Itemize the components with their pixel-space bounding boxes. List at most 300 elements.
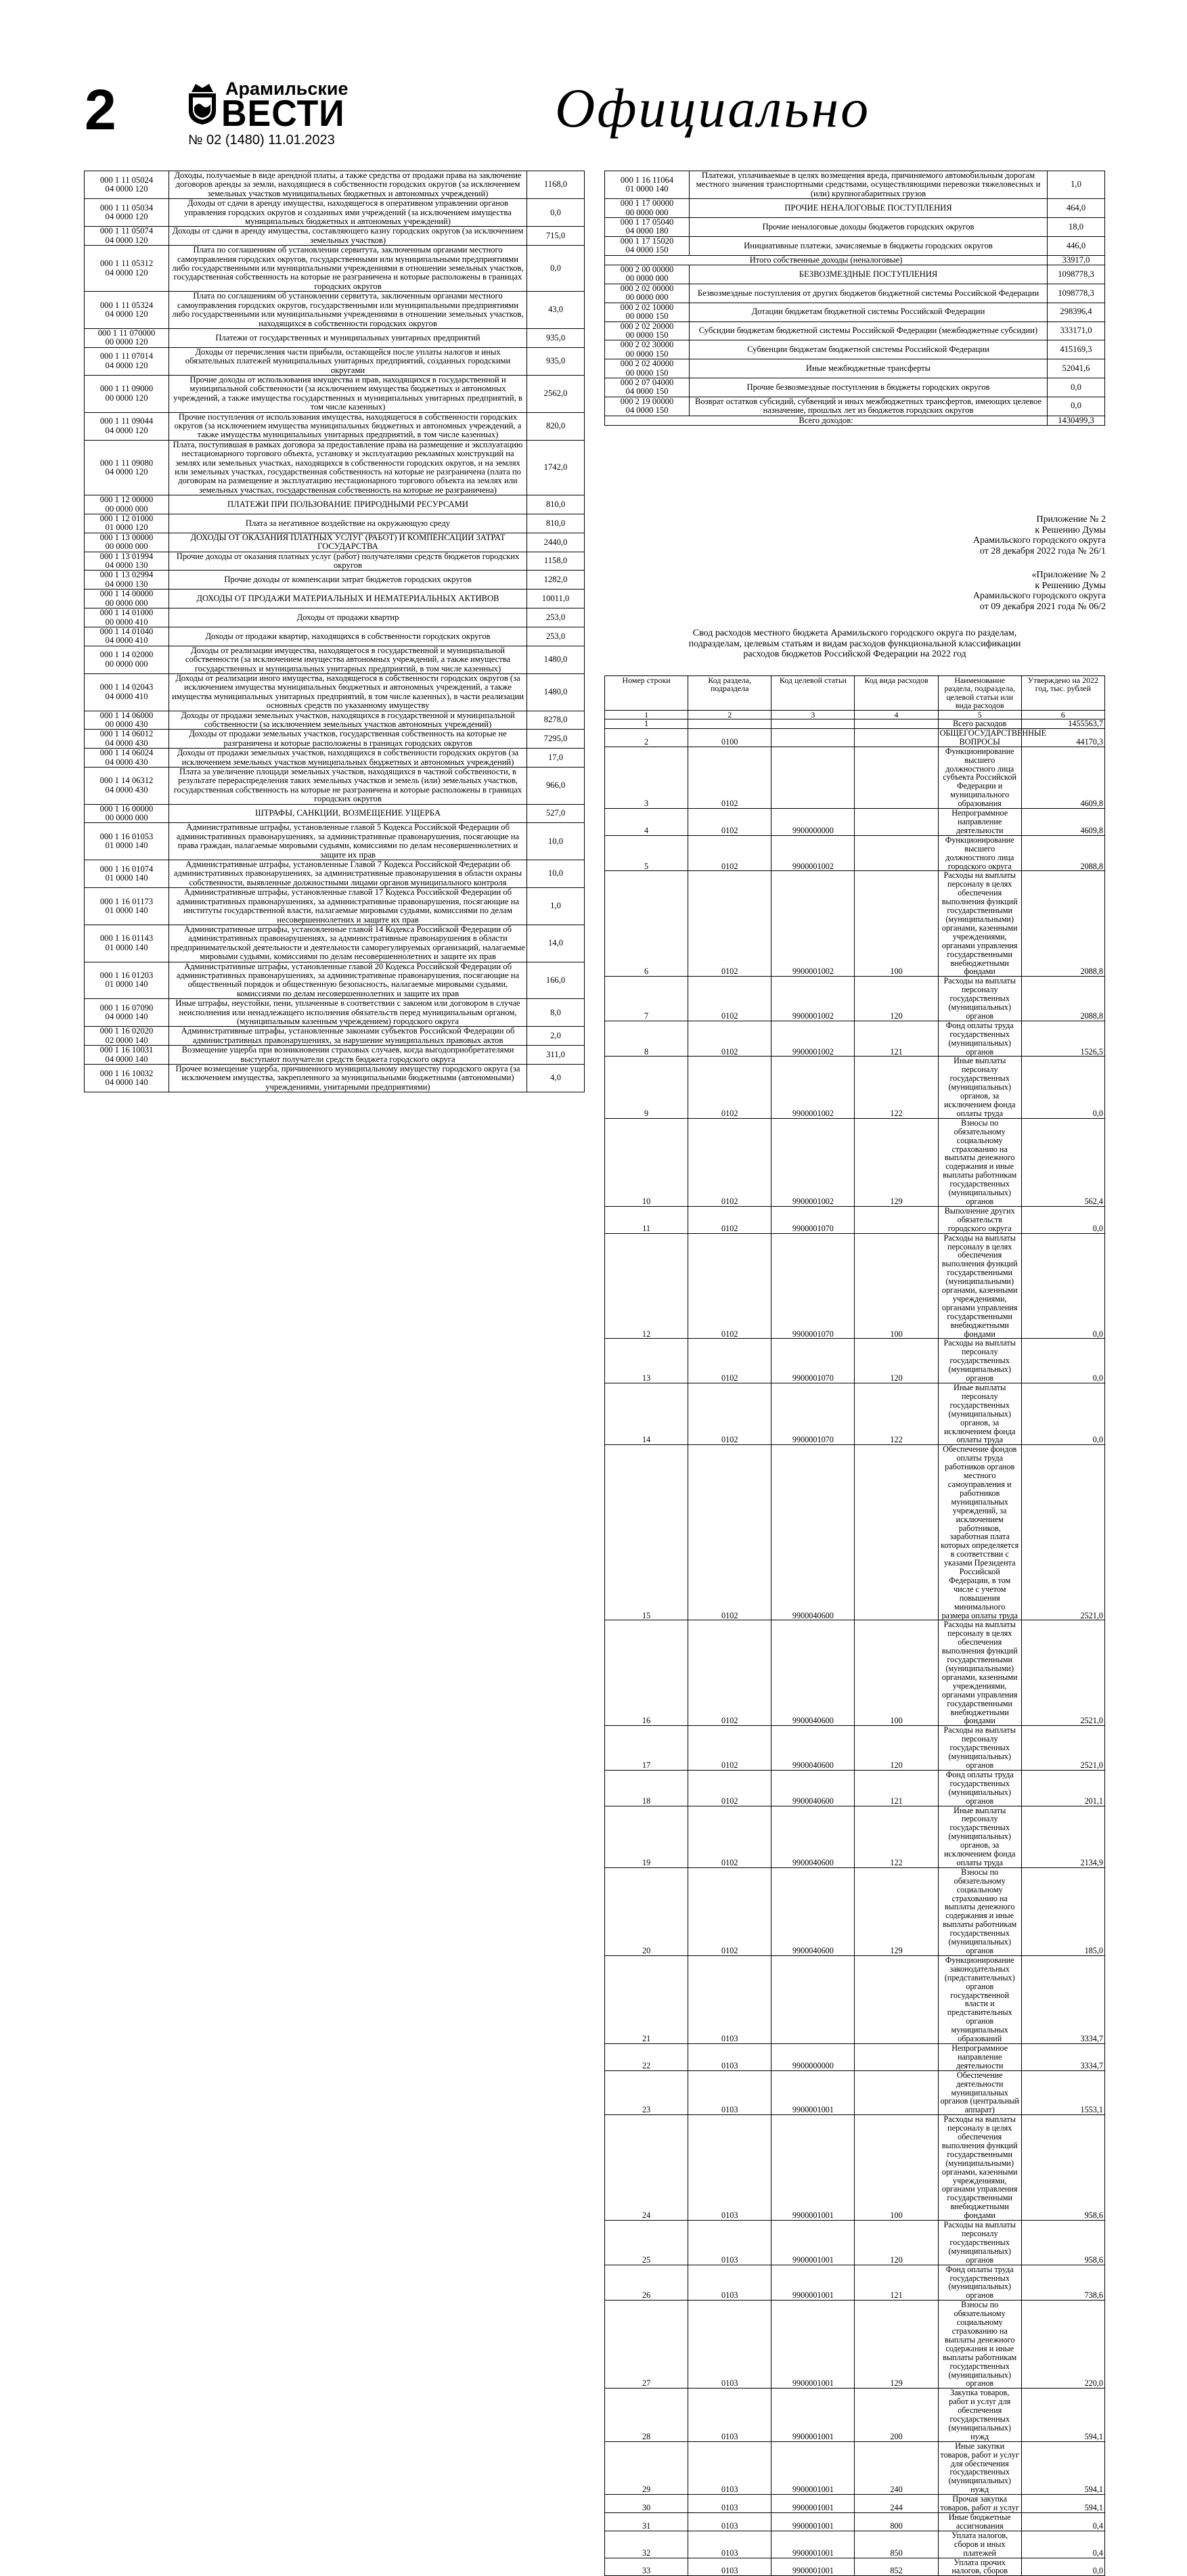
table-row: [605, 1770, 1105, 1806]
section-title: Официально: [555, 77, 871, 139]
amount-cell: 0,4: [1021, 2531, 1104, 2558]
amount-cell: 958,6: [1021, 2221, 1104, 2265]
budget-code-cell: 000 1 16 01143 01 0000 140: [85, 925, 169, 962]
table-row: [605, 1955, 1105, 2043]
amount-cell: 2088,8: [1021, 977, 1104, 1021]
expense-name-cell: ОБЩЕГОСУДАРСТВЕННЫЕ ВОПРОСЫ: [938, 728, 1021, 747]
amount-cell: 10,0: [527, 860, 585, 888]
expense-name-cell: Иные бюджетные ассигнования: [938, 2513, 1021, 2531]
table-row: [85, 1027, 585, 1046]
amount-cell: 2562,0: [527, 375, 585, 412]
revenue-table-left: [84, 171, 585, 1092]
revenue-name-cell: ПРОЧИЕ НЕНАЛОГОВЫЕ ПОСТУПЛЕНИЯ: [690, 199, 1048, 218]
expense-type-cell: [855, 2043, 938, 2070]
table-row: [85, 412, 585, 440]
budget-code-cell: 000 2 19 00000 04 0000 150: [605, 397, 690, 416]
amount-cell: 1098778,3: [1048, 265, 1105, 284]
expense-name-cell: Расходы на выплаты персоналу в целях обеспечения выполнения функций государственными (муниципальными) органами, казенными учреждениями, органами управления государственными внебюджетными фондами: [938, 1620, 1021, 1726]
table-row: [85, 730, 585, 749]
row-number-cell: 11: [605, 1206, 688, 1233]
section-code-cell: 0103: [688, 2531, 771, 2558]
table-row: [85, 1046, 585, 1065]
logo-top-text: Арамильские: [225, 79, 349, 99]
amount-cell: 253,0: [527, 627, 585, 646]
amount-cell: 464,0: [1048, 199, 1105, 218]
expense-name-cell: Обеспечение деятельности муниципальных органов (центральный аппарат): [938, 2070, 1021, 2115]
amount-cell: 333171,0: [1048, 321, 1105, 340]
column-number: 5: [938, 710, 1021, 719]
target-code-cell: 9900001001: [771, 2531, 855, 2558]
amount-cell: 0,0: [1021, 1057, 1104, 1118]
amount-cell: 7295,0: [527, 730, 585, 749]
table-row: [85, 571, 585, 590]
budget-code-cell: 000 1 16 10032 04 0000 140: [85, 1065, 169, 1092]
amount-cell: 2088,8: [1021, 835, 1104, 871]
row-number-cell: 10: [605, 1118, 688, 1206]
expense-type-cell: 129: [855, 2301, 938, 2389]
expense-name-cell: Взносы по обязательному социальному страхованию на выплаты денежного содержания и иные выплаты работникам государственных (муниципальных) органов: [938, 1867, 1021, 1955]
expense-name-cell: Взносы по обязательному социальному страхованию на выплаты денежного содержания и иные выплаты работникам государственных (муниципальных) органов: [938, 2301, 1021, 2389]
row-number-cell: 2: [605, 728, 688, 747]
section-code-cell: 0103: [688, 2221, 771, 2265]
amount-cell: 33917,0: [1048, 255, 1105, 265]
amount-cell: 0,0: [527, 246, 585, 292]
table-row: [605, 747, 1105, 808]
table-row: [85, 328, 585, 347]
table-row: [85, 888, 585, 925]
amount-cell: 594,1: [1021, 2495, 1104, 2513]
revenue-name-cell: Плата, поступившая в рамках договора за предоставление права на размещение и эксплуатацию нестационарного торгового объекта, установку и эксплуатацию рекламных конструкций на землях или земельных участках, находящихся в собственности городских округов, и на землях или земельных участках, государственная собственность на которые не разграничена (плата по договорам на размещение и эксплуатацию нестационарного торгового объекта на землях или земельных участках, государственная собственность на которые не разграничена): [169, 440, 527, 495]
target-code-cell: 9900000000: [771, 2043, 855, 2070]
amount-cell: 18,0: [1048, 218, 1105, 237]
table-row: [605, 2115, 1105, 2221]
appendix-line: Арамильского городского округа: [972, 591, 1106, 601]
budget-code-cell: 000 1 16 10031 04 0000 140: [85, 1046, 169, 1065]
table-row: [605, 1620, 1105, 1726]
budget-code-cell: 000 2 07 04000 04 0000 150: [605, 378, 690, 397]
appendix-line: Приложение № 2: [1036, 514, 1106, 525]
amount-cell: 966,0: [527, 768, 585, 805]
target-code-cell: 9900001002: [771, 1057, 855, 1118]
amount-cell: 0,4: [1021, 2513, 1104, 2531]
amount-cell: 1430499,3: [1048, 416, 1105, 425]
table-row: [605, 303, 1105, 321]
target-code-cell: 9900001001: [771, 2221, 855, 2265]
budget-code-cell: 000 1 12 00000 00 0000 000: [85, 495, 169, 514]
budget-code-cell: 000 1 13 02994 04 0000 130: [85, 571, 169, 590]
revenue-name-cell: Субсидии бюджетам бюджетной системы Российской Федерации (межбюджетные субсидии): [690, 321, 1048, 340]
table-row: [605, 1445, 1105, 1620]
section-code-cell: 0103: [688, 2389, 771, 2441]
table-row: [85, 199, 585, 227]
page-number: 2: [85, 78, 116, 141]
target-code-cell: 9900001001: [771, 2495, 855, 2513]
column-number: 2: [688, 710, 771, 719]
amount-cell: 0,0: [1021, 1206, 1104, 1233]
table-row: [605, 2531, 1105, 2558]
table-row: [605, 359, 1105, 378]
expense-name-cell: Расходы на выплаты персоналу государственных (муниципальных) органов: [938, 977, 1021, 1021]
amount-cell: 0,0: [1021, 1383, 1104, 1445]
row-number-cell: 22: [605, 2043, 688, 2070]
appendix-line: от 09 декабря 2021 года № 06/2: [979, 601, 1106, 612]
table-row: [85, 552, 585, 571]
revenue-name-cell: Административные штрафы, установленные главой 20 Кодекса Российской Федерации об административных правонарушениях, за административные правонарушения, посягающие на общественный порядок и общественную безопасность, налагаемые мировыми судьями, комиссиями по делам несовершеннолетних и защите их прав: [169, 962, 527, 999]
budget-code-cell: 000 1 16 11064 01 0000 140: [605, 171, 690, 199]
revenue-name-cell: Доходы, получаемые в виде арендной платы, а также средства от продажи права на заключение договоров аренды за земли, находящиеся в собственности городских округов (за исключением земельных участков муниципальных бюджетных и автономных учреждений): [169, 171, 527, 199]
row-number-cell: 21: [605, 1955, 688, 2043]
revenue-name-cell: ДОХОДЫ ОТ ПРОДАЖИ МАТЕРИАЛЬНЫХ И НЕМАТЕРИАЛЬНЫХ АКТИВОВ: [169, 590, 527, 608]
table-row: [85, 1065, 585, 1092]
expense-name-cell: Закупка товаров, работ и услуг для обеспечения государственных (муниципальных) нужд: [938, 2389, 1021, 2441]
budget-code-cell: 000 1 17 15020 04 0000 150: [605, 236, 690, 255]
revenue-name-cell: Доходы от продажи земельных участков, государственная собственность на которые не разграничена и которые расположены в границах городских округов: [169, 730, 527, 749]
budget-code-cell: 000 1 16 01203 01 0000 140: [85, 962, 169, 999]
table-row: [605, 1867, 1105, 1955]
table-row: [85, 711, 585, 730]
section-code-cell: 0102: [688, 1383, 771, 1445]
target-code-cell: 9900001001: [771, 2558, 855, 2576]
section-code-cell: 0102: [688, 977, 771, 1021]
amount-cell: 0,0: [1021, 1339, 1104, 1383]
section-code-cell: 0102: [688, 1770, 771, 1806]
expense-type-cell: 100: [855, 1620, 938, 1726]
budget-code-cell: 000 2 00 00000 00 0000 000: [605, 265, 690, 284]
amount-cell: 8,0: [527, 999, 585, 1027]
table-row: [85, 962, 585, 999]
expense-name-cell: Иные выплаты персоналу государственных (муниципальных) органов, за исключением фонда оплаты труда: [938, 1806, 1021, 1867]
section-code-cell: 0102: [688, 1021, 771, 1057]
amount-cell: 2134,9: [1021, 1806, 1104, 1867]
table-row: [605, 871, 1105, 977]
expense-type-cell: 122: [855, 1806, 938, 1867]
section-code-cell: 0103: [688, 2043, 771, 2070]
revenue-name-cell: Иные штрафы, неустойки, пени, уплаченные в соответствии с законом или договором в случае неисполнения или ненадлежащего исполнения обязательств перед муниципальным органом, (муниципальным казенным учреждением) городского округа: [169, 999, 527, 1027]
expense-type-cell: 121: [855, 1770, 938, 1806]
revenue-name-cell: Прочие доходы от оказания платных услуг (работ) получателями средств бюджетов городских округов: [169, 552, 527, 571]
expense-name-cell: Фонд оплаты труда государственных (муниципальных) органов: [938, 1770, 1021, 1806]
table-row: [605, 2265, 1105, 2301]
table-row: [605, 284, 1105, 303]
revenue-name-cell: Иные межбюджетные трансферты: [690, 359, 1048, 378]
expense-type-cell: [855, 1445, 938, 1620]
budget-code-cell: 000 1 16 01053 01 0000 140: [85, 823, 169, 860]
table-row: [605, 218, 1105, 237]
revenue-name-cell: Административные штрафы, установленные законами субъектов Российской Федерации об административных правонарушениях, за нарушение муниципальных правовых актов: [169, 1027, 527, 1046]
table-row: [605, 835, 1105, 871]
expense-type-cell: 100: [855, 1233, 938, 1339]
amount-cell: 43,0: [527, 292, 585, 329]
row-number-cell: 18: [605, 1770, 688, 1806]
budget-code-cell: 000 1 14 00000 00 0000 000: [85, 590, 169, 608]
row-number-cell: 4: [605, 809, 688, 836]
table-row: [605, 2043, 1105, 2070]
revenue-name-cell: ШТРАФЫ, САНКЦИИ, ВОЗМЕЩЕНИЕ УЩЕРБА: [169, 804, 527, 823]
expense-type-cell: [855, 809, 938, 836]
expense-type-cell: 122: [855, 1057, 938, 1118]
appendix-line: от 28 декабря 2022 года № 26/1: [979, 546, 1106, 556]
revenue-name-cell: Административные штрафы, установленные главой 5 Кодекса Российской Федерации об административных правонарушениях, за административные правонарушения, посягающие на права граждан, налагаемые мировыми судьями, комиссиями по делам несовершеннолетних и защите их прав: [169, 823, 527, 860]
target-code-cell: 9900001002: [771, 1118, 855, 1206]
expense-name-cell: Непрограммное направление деятельности: [938, 2043, 1021, 2070]
expense-name-cell: Расходы на выплаты персоналу в целях обеспечения выполнения функций государственными (муниципальными) органами, казенными учреждениями, органами управления государственными внебюджетными фондами: [938, 2115, 1021, 2221]
revenue-name-cell: Доходы от продажи земельных участков, находящихся в собственности городских округов (за исключением земельных участков муниципальных бюджетных и автономных учреждений): [169, 749, 527, 768]
table-row: [605, 321, 1105, 340]
budget-code-cell: 000 1 11 09000 00 0000 120: [85, 375, 169, 412]
expense-name-cell: Иные выплаты персоналу государственных (муниципальных) органов, за исключением фонда оплаты труда: [938, 1057, 1021, 1118]
amount-cell: 3334,7: [1021, 2043, 1104, 2070]
amount-cell: 2521,0: [1021, 1726, 1104, 1771]
section-code-cell: 0103: [688, 2301, 771, 2389]
budget-code-cell: 000 1 11 05324 04 0000 120: [85, 292, 169, 329]
table-row: [85, 495, 585, 514]
budget-code-cell: 000 1 11 05312 04 0000 120: [85, 246, 169, 292]
table-row: [605, 2221, 1105, 2265]
section-code-cell: 0100: [688, 728, 771, 747]
budget-code-cell: 000 1 14 02000 00 0000 000: [85, 646, 169, 673]
expense-name-cell: Расходы на выплаты персоналу государственных (муниципальных) органов: [938, 2221, 1021, 2265]
table-row: [85, 292, 585, 329]
expense-type-cell: [855, 2070, 938, 2115]
amount-cell: 201,1: [1021, 1770, 1104, 1806]
table-row: [605, 1806, 1105, 1867]
budget-code-cell: 000 1 11 05034 04 0000 120: [85, 199, 169, 227]
section-code-cell: 0102: [688, 1339, 771, 1383]
column-header: Код целевой статьи: [771, 676, 855, 711]
revenue-name-cell: Плата за негативное воздействие на окружающую среду: [169, 514, 527, 533]
amount-cell: 10,0: [527, 823, 585, 860]
table-row: [85, 627, 585, 646]
budget-code-cell: 000 1 17 05040 04 0000 180: [605, 218, 690, 237]
table-row: [85, 860, 585, 888]
budget-code-cell: 000 2 02 40000 00 0000 150: [605, 359, 690, 378]
expense-name-cell: Функционирование высшего должностного лица городского округа: [938, 835, 1021, 871]
expense-type-cell: 200: [855, 2389, 938, 2441]
amount-cell: 446,0: [1048, 236, 1105, 255]
target-code-cell: [771, 728, 855, 747]
expense-type-cell: 100: [855, 871, 938, 977]
header-number-row: [605, 710, 1105, 719]
table-row: [85, 246, 585, 292]
revenue-name-cell: Прочее возмещение ущерба, причиненного муниципальному имуществу городского округа (за исключением имущества, закрепленного за муниципальными бюджетными (автономными) учреждениями, унитарными предприятиями): [169, 1065, 527, 1092]
table-row: [605, 340, 1105, 359]
appendix-line: «Приложение № 2: [1031, 570, 1106, 580]
row-number-cell: 13: [605, 1339, 688, 1383]
section-code-cell: 0103: [688, 2513, 771, 2531]
amount-cell: 935,0: [527, 328, 585, 347]
table-row: [605, 397, 1105, 416]
expense-type-cell: [855, 747, 938, 808]
budget-code-cell: 000 2 02 00000 00 0000 000: [605, 284, 690, 303]
header-row: [605, 676, 1105, 711]
amount-cell: 0,0: [1021, 2558, 1104, 2576]
section-code-cell: 0102: [688, 809, 771, 836]
budget-code-cell: 000 1 14 06024 04 0000 430: [85, 749, 169, 768]
expense-type-cell: 121: [855, 1021, 938, 1057]
budget-code-cell: 000 1 17 00000 00 0000 000: [605, 199, 690, 218]
revenue-name-cell: Безвозмездные поступления от других бюджетов бюджетной системы Российской Федерации: [690, 284, 1048, 303]
row-number-cell: 1: [605, 719, 688, 729]
amount-cell: 2521,0: [1021, 1620, 1104, 1726]
amount-cell: 1282,0: [527, 571, 585, 590]
expense-name-cell: Расходы на выплаты персоналу государственных (муниципальных) органов: [938, 1339, 1021, 1383]
target-code-cell: 9900001001: [771, 2265, 855, 2301]
row-number-cell: 16: [605, 1620, 688, 1726]
section-code-cell: 0102: [688, 1806, 771, 1867]
amount-cell: 738,6: [1021, 2265, 1104, 2301]
row-number-cell: 23: [605, 2070, 688, 2115]
appendix-line: Арамильского городского округа: [972, 535, 1106, 546]
appendix-note-2: [835, 570, 1106, 612]
revenue-name-cell: Административные штрафы, установленные главой 14 Кодекса Российской Федерации об административных правонарушениях, за административные правонарушения в области предпринимательской деятельности и деятельности саморегулируемых организаций, налагаемые мировыми судьями, комиссиями по делам несовершеннолетних и защите их прав: [169, 925, 527, 962]
expense-table-title: [604, 628, 1105, 660]
row-number-cell: 8: [605, 1021, 688, 1057]
expense-type-cell: 120: [855, 1339, 938, 1383]
table-row: [605, 2513, 1105, 2531]
section-code-cell: 0102: [688, 1620, 771, 1726]
table-row: [605, 171, 1105, 199]
row-number-cell: 26: [605, 2265, 688, 2301]
target-code-cell: 9900001070: [771, 1383, 855, 1445]
amount-cell: 4609,8: [1021, 809, 1104, 836]
amount-cell: 17,0: [527, 749, 585, 768]
revenue-name-cell: Плата по соглашениям об установлении сервитута, заключенным органами местного самоуправления городских округов, государственными или муниципальными предприятиями либо государственными или муниципальными учреждениями в отношении земельных участков, государственная собственность на которые не разграничена и которые расположены в границах городских округов: [169, 246, 527, 292]
row-number-cell: 14: [605, 1383, 688, 1445]
row-number-cell: 28: [605, 2389, 688, 2441]
target-code-cell: 9900001001: [771, 2441, 855, 2494]
amount-cell: 8278,0: [527, 711, 585, 730]
column-number: 4: [855, 710, 938, 719]
section-code-cell: 0103: [688, 1955, 771, 2043]
expense-type-cell: [855, 835, 938, 871]
title-line: подразделам, целевым статьям и видам расходов функциональной классификации: [688, 638, 1021, 649]
table-row: [605, 1383, 1105, 1445]
expense-type-cell: 850: [855, 2531, 938, 2558]
expense-type-cell: 852: [855, 2558, 938, 2576]
amount-cell: 1158,0: [527, 552, 585, 571]
row-number-cell: 9: [605, 1057, 688, 1118]
table-row: [85, 171, 585, 199]
amount-cell: 2088,8: [1021, 871, 1104, 977]
table-row: [85, 749, 585, 768]
table-row: [605, 728, 1105, 747]
table-row: [85, 646, 585, 673]
expense-name-cell: Всего расходов: [938, 719, 1021, 729]
table-row: [85, 375, 585, 412]
budget-code-cell: 000 1 14 01040 04 0000 410: [85, 627, 169, 646]
column-header: Утверждено на 2022 год, тыс. рублей: [1021, 676, 1104, 711]
amount-cell: 594,1: [1021, 2389, 1104, 2441]
table-row: [85, 768, 585, 805]
row-number-cell: 3: [605, 747, 688, 808]
amount-cell: 1526,5: [1021, 1021, 1104, 1057]
revenue-name-cell: Прочие поступления от использования имущества, находящегося в собственности городских округов (за исключением имущества муниципальных бюджетных и автономных учреждений, а также имущества муниципальных унитарных предприятий, в том числе казенных): [169, 412, 527, 440]
amount-cell: 415169,3: [1048, 340, 1105, 359]
budget-code-cell: 000 1 14 06012 04 0000 430: [85, 730, 169, 749]
table-row: [605, 809, 1105, 836]
budget-code-cell: 000 1 11 05074 04 0000 120: [85, 227, 169, 246]
target-code-cell: 9900001001: [771, 2301, 855, 2389]
section-code-cell: 0102: [688, 1233, 771, 1339]
budget-code-cell: 000 1 13 01994 04 0000 130: [85, 552, 169, 571]
target-code-cell: 9900040600: [771, 1867, 855, 1955]
expense-type-cell: [855, 1955, 938, 2043]
table-row: [605, 1057, 1105, 1118]
column-number: 6: [1021, 710, 1104, 719]
expense-name-cell: Прочая закупка товаров, работ и услуг: [938, 2495, 1021, 2513]
expense-type-cell: 121: [855, 2265, 938, 2301]
amount-cell: 44170,3: [1021, 728, 1104, 747]
table-row: [605, 719, 1105, 729]
row-number-cell: 6: [605, 871, 688, 977]
revenue-name-cell: Прочие неналоговые доходы бюджетов городских округов: [690, 218, 1048, 237]
amount-cell: 1742,0: [527, 440, 585, 495]
revenue-name-cell: Доходы от продажи квартир, находящихся в собственности городских округов: [169, 627, 527, 646]
budget-code-cell: 000 1 16 00000 00 0000 000: [85, 804, 169, 823]
table-row: [605, 2558, 1105, 2576]
table-row: [85, 347, 585, 375]
target-code-cell: 9900001002: [771, 1021, 855, 1057]
table-row: [85, 440, 585, 495]
budget-code-cell: 000 2 02 10000 00 0000 150: [605, 303, 690, 321]
expense-type-cell: [855, 1206, 938, 1233]
amount-cell: 958,6: [1021, 2115, 1104, 2221]
section-code-cell: 0102: [688, 1867, 771, 1955]
section-code-cell: 0103: [688, 2441, 771, 2494]
section-code-cell: 0103: [688, 2265, 771, 2301]
target-code-cell: 9900001002: [771, 871, 855, 977]
section-code-cell: 0102: [688, 747, 771, 808]
expense-name-cell: Обеспечение фондов оплаты труда работников органов местного самоуправления и работников муниципальных учреждений, за исключением работников, заработная плата которых определяется в соответствии с указами Президента Российской Федерации, в том числе с учетом повышения минимального размера оплаты труда: [938, 1445, 1021, 1620]
budget-code-cell: 000 2 02 30000 00 0000 150: [605, 340, 690, 359]
expense-name-cell: Выполнение других обязательств городского округа: [938, 1206, 1021, 1233]
revenue-table-right: [604, 171, 1105, 426]
budget-code-cell: 000 1 14 01000 00 0000 410: [85, 608, 169, 627]
section-code-cell: 0102: [688, 871, 771, 977]
expense-type-cell: 120: [855, 977, 938, 1021]
table-row: [605, 1726, 1105, 1771]
row-number-cell: 32: [605, 2531, 688, 2558]
amount-cell: 14,0: [527, 925, 585, 962]
target-code-cell: [771, 719, 855, 729]
section-code-cell: 0102: [688, 1057, 771, 1118]
revenue-name-cell: Административные штрафы, установленные Главой 7 Кодекса Российской Федерации об административных правонарушениях, за административные правонарушения в области охраны собственности, выявленные должностными лицами органов муниципального контроля: [169, 860, 527, 888]
budget-code-cell: 000 1 14 02043 04 0000 410: [85, 673, 169, 711]
table-row: [605, 2441, 1105, 2494]
target-code-cell: 9900040600: [771, 1620, 855, 1726]
target-code-cell: 9900001002: [771, 835, 855, 871]
column-header: Код раздела, подраздела: [688, 676, 771, 711]
section-code-cell: 0102: [688, 1206, 771, 1233]
row-number-cell: 30: [605, 2495, 688, 2513]
amount-cell: 820,0: [527, 412, 585, 440]
expense-name-cell: Уплата налогов, сборов и иных платежей: [938, 2531, 1021, 2558]
amount-cell: 10011,0: [527, 590, 585, 608]
target-code-cell: 9900040600: [771, 1770, 855, 1806]
expense-type-cell: 800: [855, 2513, 938, 2531]
revenue-name-cell: Доходы от перечисления части прибыли, остающейся после уплаты налогов и иных обязательных платежей муниципальных унитарных предприятий, созданных городскими округами: [169, 347, 527, 375]
section-code-cell: 0102: [688, 1726, 771, 1771]
expense-name-cell: Фонд оплаты труда государственных (муниципальных) органов: [938, 1021, 1021, 1057]
row-number-cell: 33: [605, 2558, 688, 2576]
column-number: 3: [771, 710, 855, 719]
revenue-name-cell: Прочие доходы от компенсации затрат бюджетов городских округов: [169, 571, 527, 590]
expense-type-cell: [855, 719, 938, 729]
amount-cell: 1,0: [527, 888, 585, 925]
expense-type-cell: 100: [855, 2115, 938, 2221]
expense-name-cell: Иные выплаты персоналу государственных (муниципальных) органов, за исключением фонда оплаты труда: [938, 1383, 1021, 1445]
amount-cell: 185,0: [1021, 1867, 1104, 1955]
